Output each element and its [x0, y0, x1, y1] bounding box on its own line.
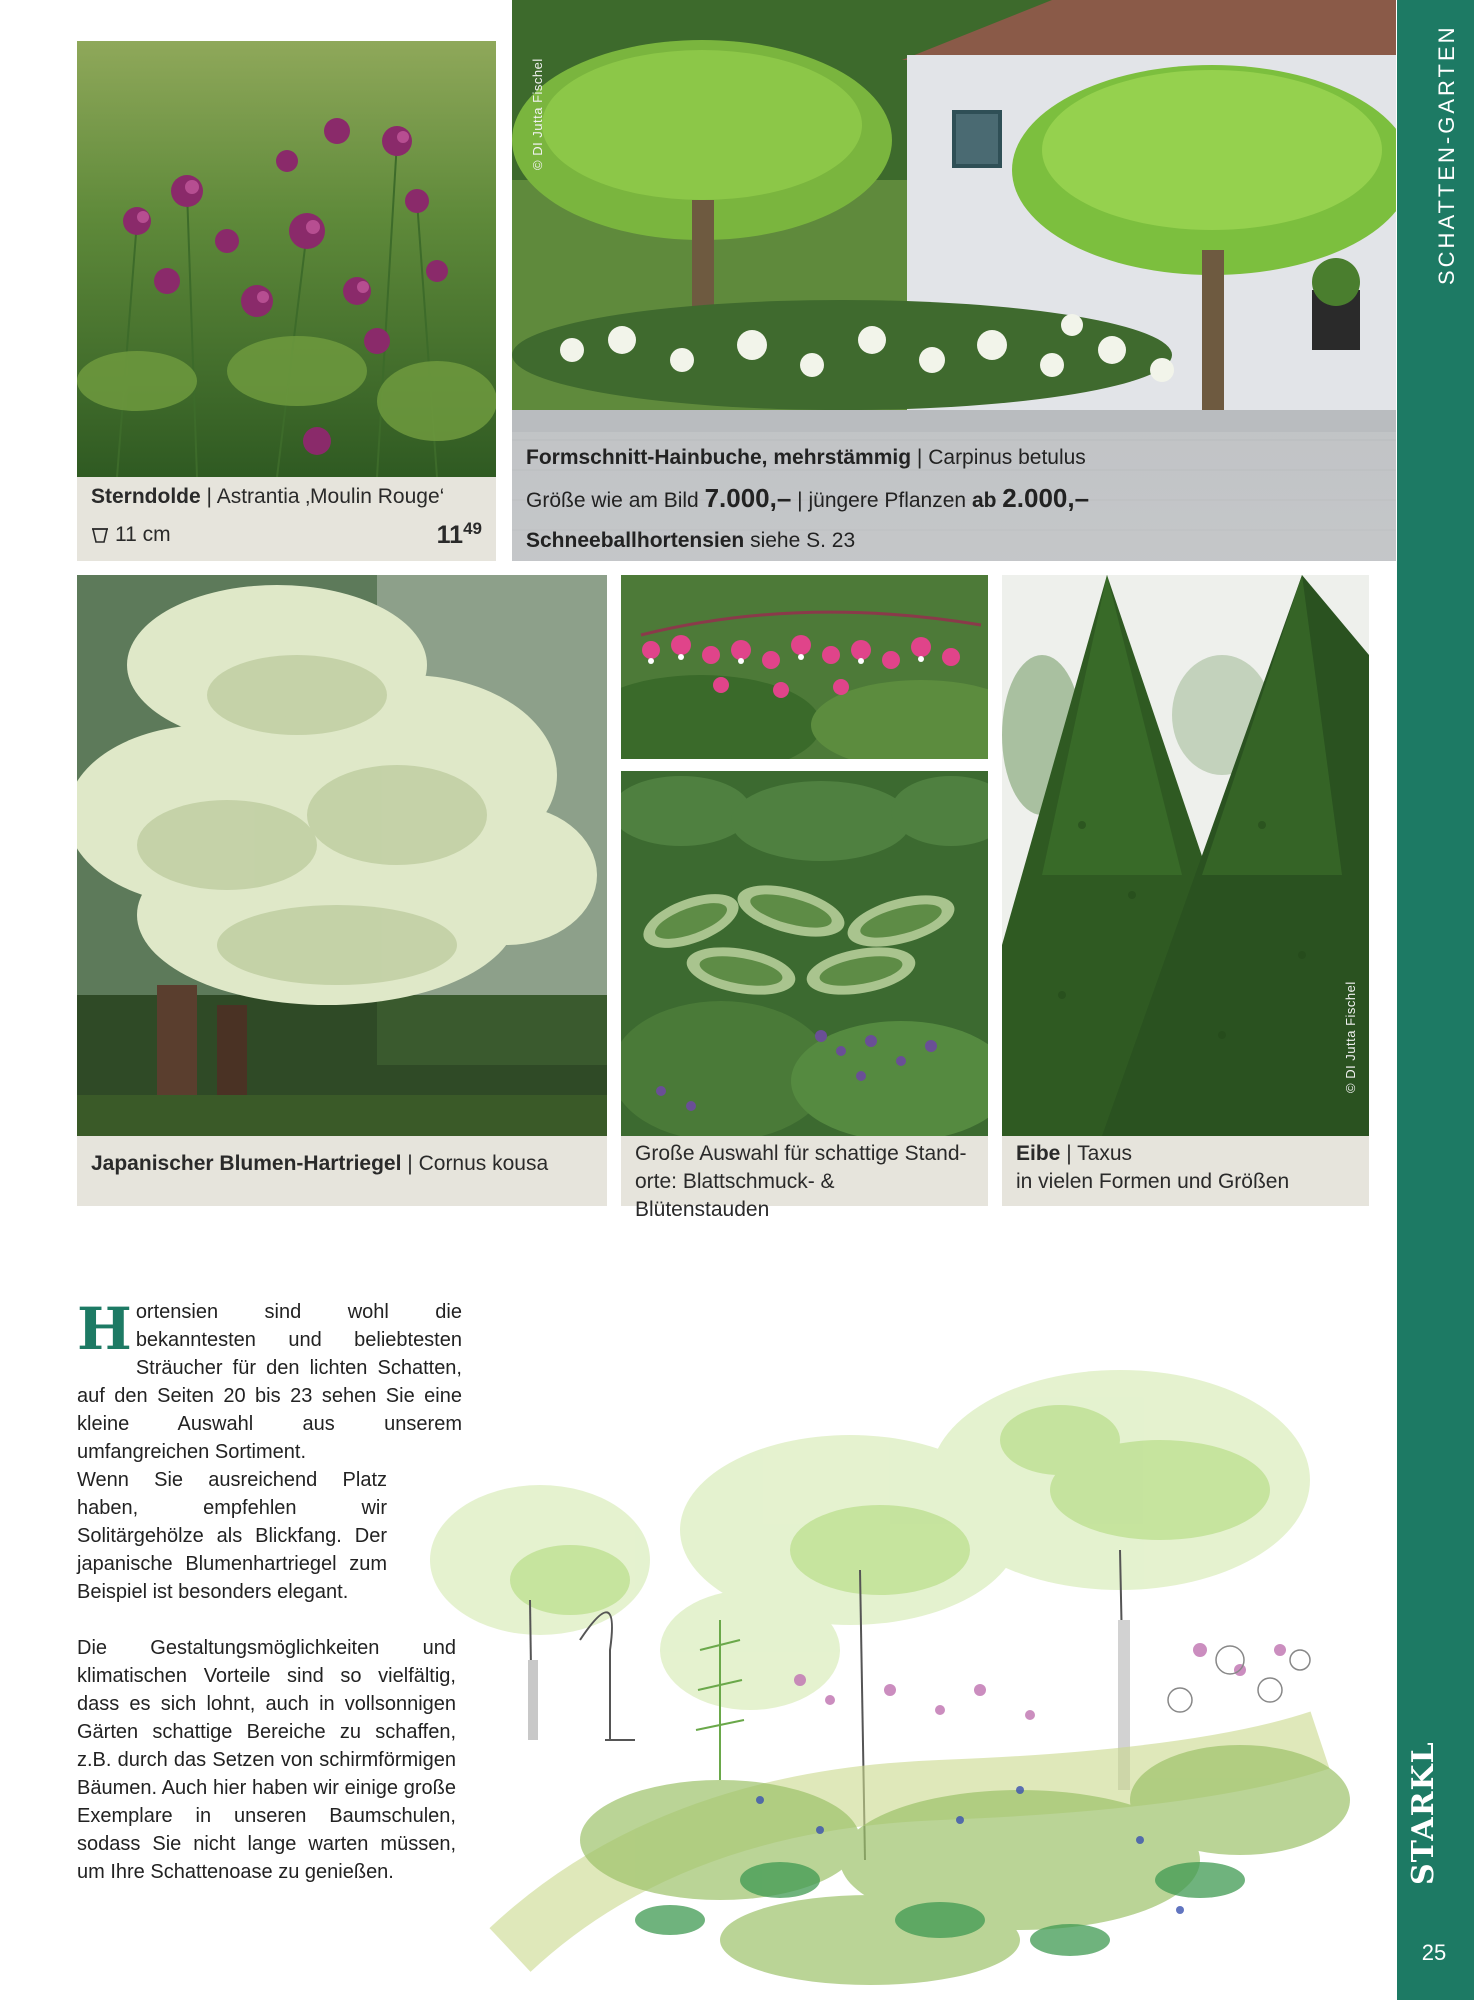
photo-credit-eibe: © DI Jutta Fischel [1343, 981, 1358, 1093]
hainbuche-caption [512, 432, 1396, 561]
hartriegel-name: Japanischer Blumen-Hartriegel [91, 1152, 402, 1175]
sterndolde-price: $11^{49}$ [436, 519, 482, 549]
sterndolde-caption [77, 477, 496, 561]
dropcap: H [77, 1295, 132, 1363]
pot-icon [91, 526, 109, 544]
eibe-photo [1002, 575, 1369, 1136]
sidebar [1397, 0, 1474, 2000]
bleeding-heart-photo [621, 575, 988, 759]
article-paragraph-1: Hortensien sind wohl die bekanntesten und beliebtesten Sträucher für den lichten Schatten, auf den Seiten 20 bis 23 sehen Sie eine kleine Auswahl aus unserem umfangreichen Sortiment. [77, 1295, 462, 1463]
hartriegel-latin: Cornus kousa [418, 1152, 549, 1175]
brand-logo: STARKL [1406, 1741, 1441, 1885]
eibe-latin: Taxus [1077, 1142, 1132, 1165]
young-prefix: ab [971, 489, 997, 512]
eibe-name: Eibe [1016, 1142, 1061, 1165]
hartriegel-caption [77, 1136, 607, 1206]
hartriegel-photo [77, 575, 607, 1136]
hortensien-name: Schneeballhortensien [526, 529, 745, 552]
section-title: SCHATTEN-GARTEN [1434, 24, 1459, 285]
young-price: 2.000,– [1002, 483, 1090, 513]
sterndolde-latin: Astrantia ‚Moulin Rouge‘ [216, 485, 445, 508]
photo-credit-top: © DI Jutta Fischel [530, 58, 545, 170]
hortensien-ref: siehe S. 23 [750, 529, 856, 552]
caption-separator: | [916, 446, 923, 469]
caption-separator: | [797, 489, 803, 512]
stauden-caption-line1: Große Auswahl für schattige Stand- [635, 1142, 967, 1165]
caption-separator: | [407, 1152, 413, 1175]
pot-size: 11 cm [115, 523, 171, 546]
price-big: 7.000,– [704, 483, 792, 513]
size-label: Größe wie am Bild [526, 489, 699, 512]
caption-separator: | [206, 485, 212, 508]
stauden-caption [621, 1136, 988, 1221]
sterndolde-photo [77, 41, 496, 477]
eibe-caption [1002, 1136, 1369, 1206]
young-label: jüngere Pflanzen [808, 489, 967, 512]
hainbuche-name: Formschnitt-Hainbuche, mehrstämmig [526, 446, 912, 469]
page-number: 25 [1421, 1940, 1447, 1965]
stauden-caption-line2: orte: Blattschmuck- & Blütenstauden [635, 1170, 835, 1221]
article-paragraph-2: Wenn Sie ausreichend Platz haben, empfehlen wir Solitärgehölze als Blickfang. Der japanische Blumenhartriegel zum Beispiel ist besonders elegant. [77, 1469, 387, 1603]
eibe-caption-line2: in vielen Formen und Größen [1016, 1170, 1290, 1193]
stauden-photo [621, 771, 988, 1136]
article-paragraph-3: Die Gestaltungsmöglichkeiten und klimatischen Vorteile sind so vielfältig, dass es sich lohnt, auch in vollsonnigen Gärten schattige Bereiche zu schaffen, z.B. durch das Setzen von schirmförmigen Bäumen. Auch hier haben wir einige große Exemplare in unseren Baumschulen, sodass Sie nicht lange warten müssen, um Ihre Schattenoase zu genießen. [77, 1637, 456, 1883]
caption-separator: | [1066, 1142, 1072, 1165]
hainbuche-latin: Carpinus betulus [928, 446, 1086, 469]
garden-illustration [420, 1320, 1360, 2000]
sterndolde-name: Sterndolde [91, 485, 201, 508]
